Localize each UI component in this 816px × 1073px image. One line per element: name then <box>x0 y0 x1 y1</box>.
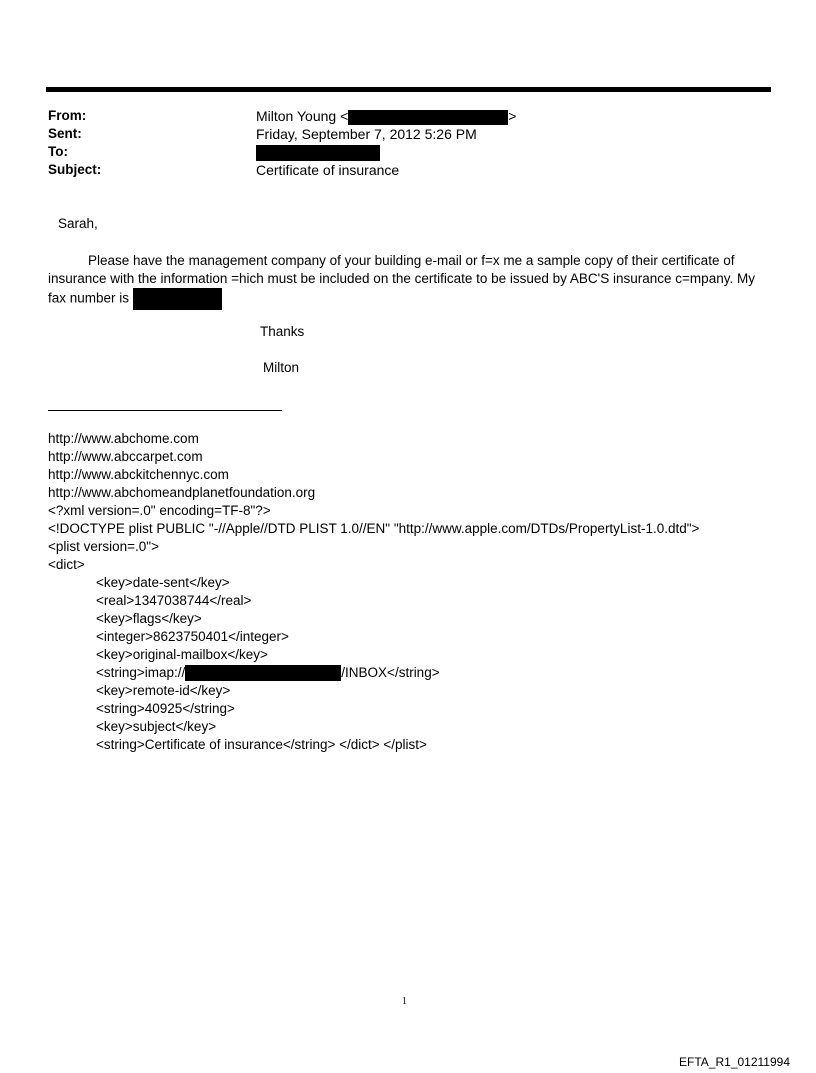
dict-open: <dict> <box>48 557 85 572</box>
page-number: 1 <box>402 996 407 1007</box>
imap-line <box>96 664 440 682</box>
from-name: Milton Young < <box>256 108 349 124</box>
footer-link[interactable]: http://www.abchome.com <box>48 431 199 446</box>
imap-end: /INBOX</string> <box>341 665 440 680</box>
para-line-3 <box>48 288 768 310</box>
body-paragraph <box>48 252 768 310</box>
footer-link[interactable]: http://www.abccarpet.com <box>48 449 203 464</box>
plist-line: <string>40925</string> <box>96 701 235 716</box>
plist-line: <key>original-mailbox</key> <box>96 647 268 662</box>
fax-label: fax number is <box>48 290 130 306</box>
plist-open: <plist version=.0"> <box>48 539 159 554</box>
to-value <box>256 143 380 161</box>
para-line-1: Please have the management company of your building e-mail or f=x me a sample copy of their certificate of <box>88 253 735 268</box>
plist-line: <integer>8623750401</integer> <box>96 629 289 644</box>
from-bracket: > <box>508 108 517 124</box>
footer-link[interactable]: http://www.abckitchennyc.com <box>48 467 229 482</box>
header-rule <box>46 87 771 92</box>
redaction-block <box>133 288 222 310</box>
plist-line: <key>remote-id</key> <box>96 683 231 698</box>
redaction-block <box>256 145 380 161</box>
plist-line: <key>flags</key> <box>96 611 202 626</box>
signature: Milton <box>263 360 300 375</box>
redaction-block <box>185 665 341 681</box>
para-line-2: insurance with the information =hich must be included on the certificate to be issued by ABC'S insurance c=mpany. My <box>48 271 755 286</box>
from-label: From: <box>48 108 87 123</box>
plist-line: <key>date-sent</key> <box>96 575 230 590</box>
plist-line: <string>Certificate of insurance</string> </dict> </plist> <box>96 737 427 752</box>
sent-value: Friday, September 7, 2012 5:26 PM <box>256 126 477 142</box>
plist-line: <key>subject</key> <box>96 719 217 734</box>
imap-start: <string>imap:// <box>96 665 186 680</box>
doctype-line: <!DOCTYPE plist PUBLIC "-//Apple//DTD PLIST 1.0//EN" "http://www.apple.com/DTDs/PropertyList-1.0.dtd"> <box>48 521 700 536</box>
document-id: EFTA_R1_01211994 <box>679 1055 790 1069</box>
thanks: Thanks <box>260 324 305 339</box>
subject-label: Subject: <box>48 162 102 177</box>
signature-rule <box>48 410 282 411</box>
subject-value: Certificate of insurance <box>256 162 400 178</box>
footer-link[interactable]: http://www.abchomeandplanetfoundation.org <box>48 485 316 500</box>
plist-line: <real>1347038744</real> <box>96 593 252 608</box>
greeting: Sarah, <box>58 216 98 231</box>
xml-declaration: <?xml version=.0" encoding=TF-8"?> <box>48 503 271 518</box>
sent-label: Sent: <box>48 126 82 141</box>
redaction-block <box>348 110 508 125</box>
from-value <box>256 107 516 125</box>
to-label: To: <box>48 144 68 159</box>
